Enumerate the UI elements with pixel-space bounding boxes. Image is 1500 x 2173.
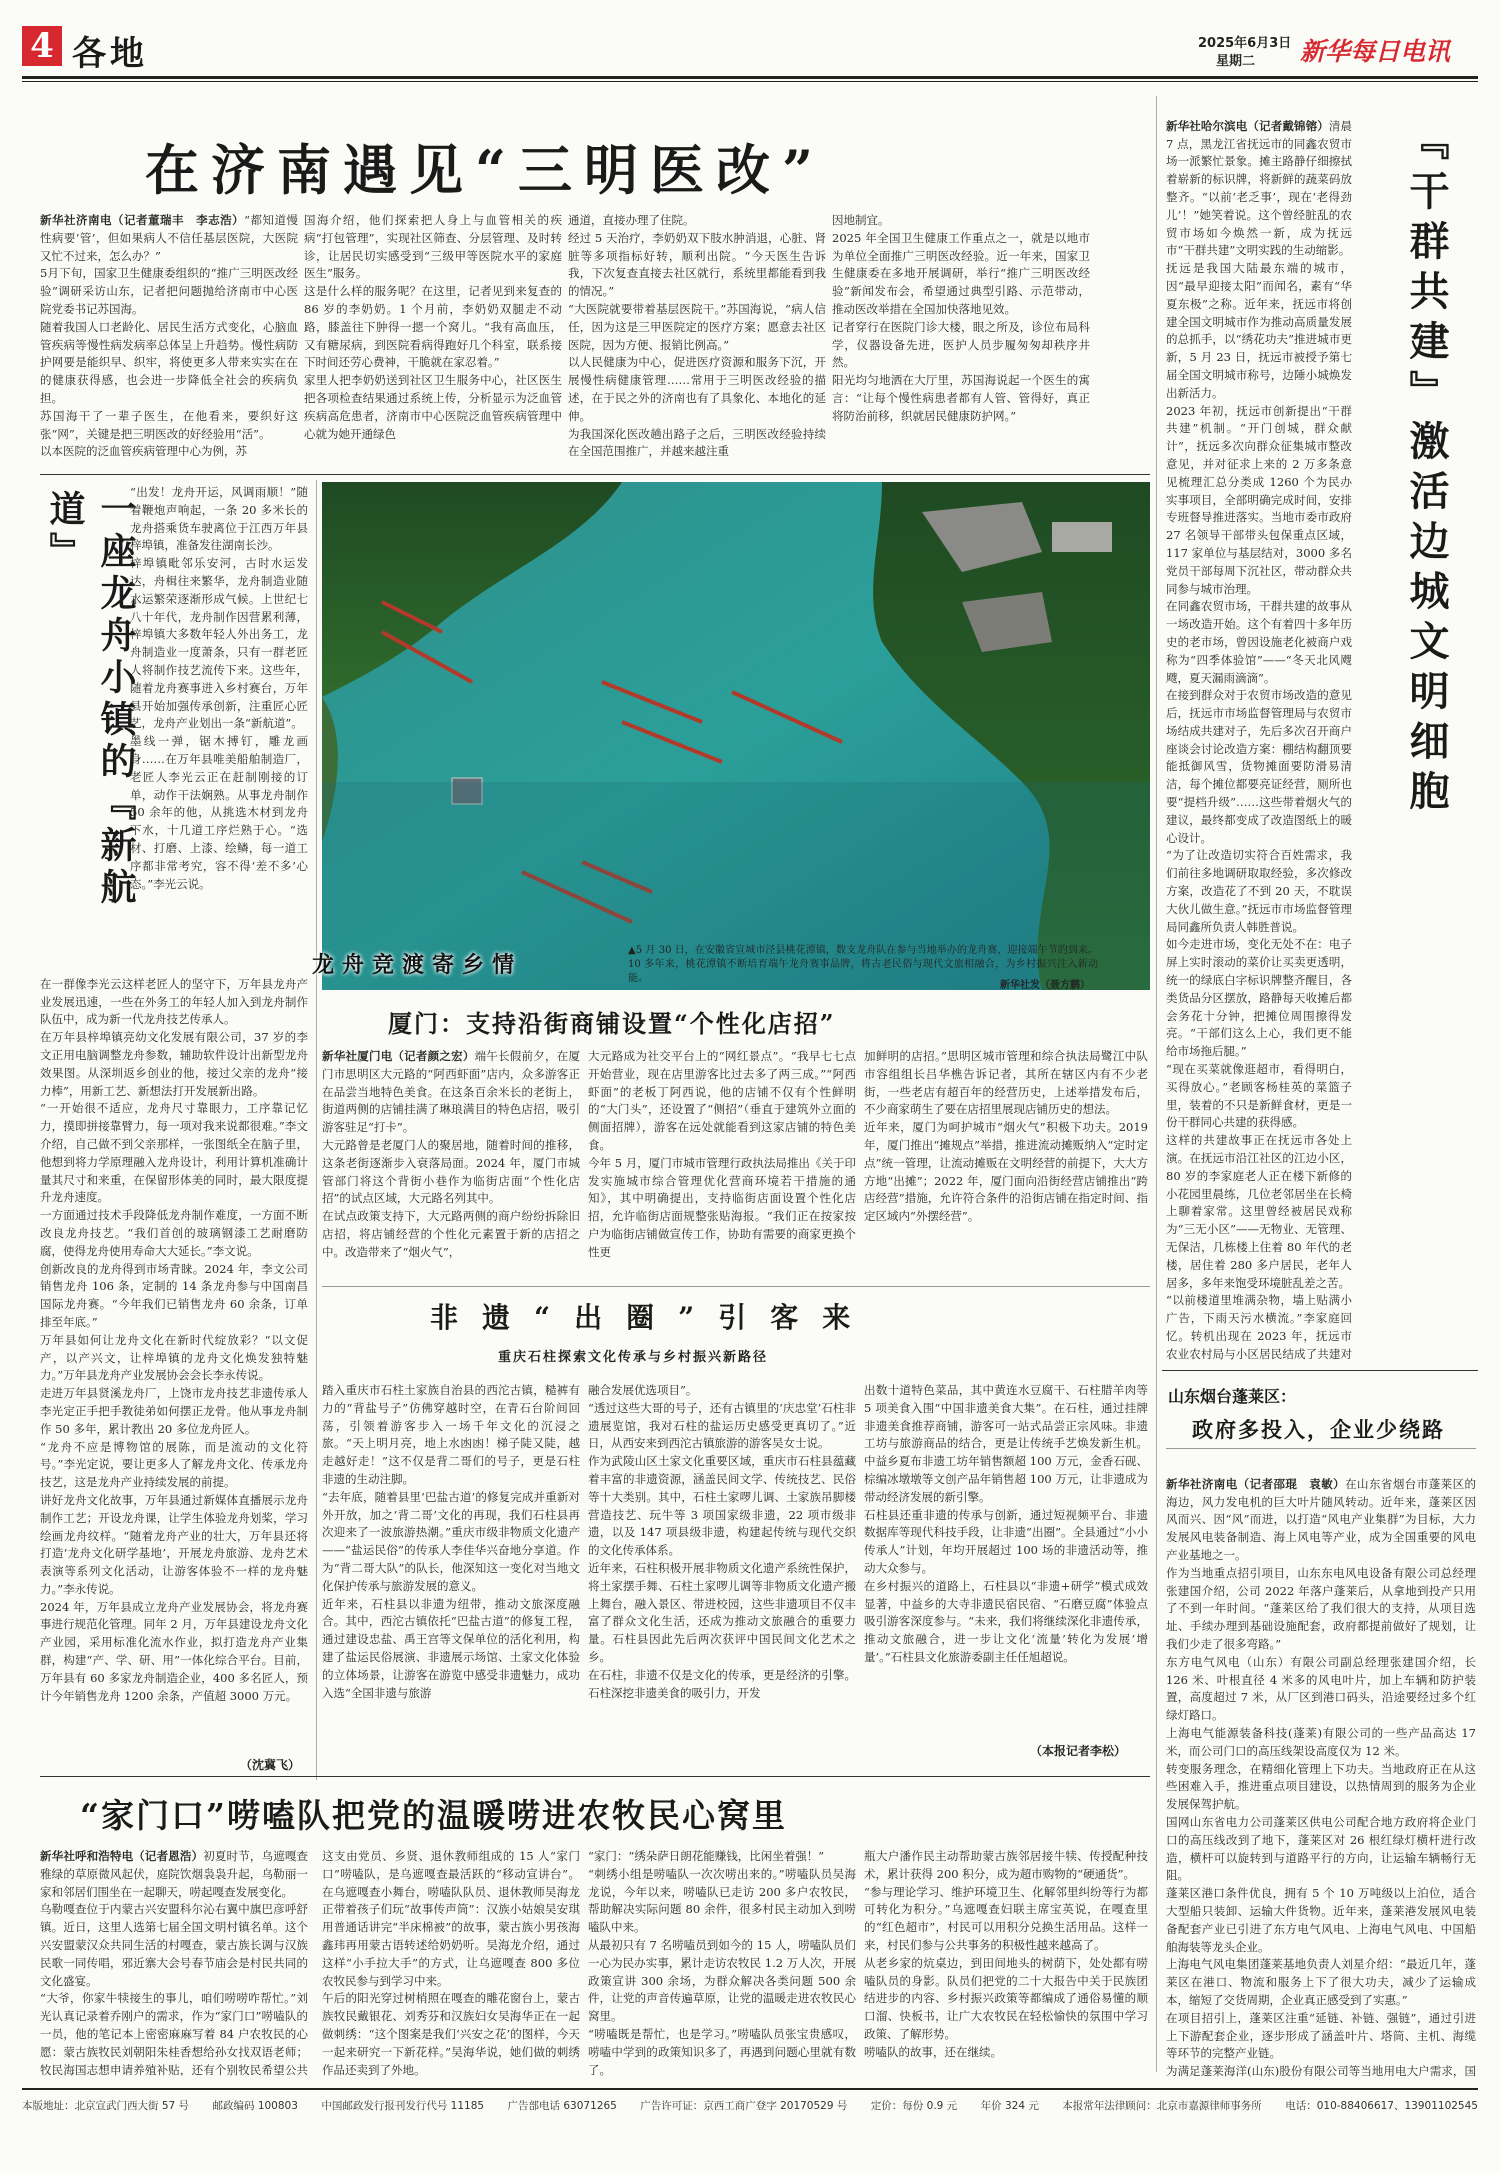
jinan-col-1 (40, 212, 298, 467)
weekday: 星期二 (1216, 54, 1256, 69)
jinan-headline: 在济南遇见“三明医改” (145, 138, 826, 202)
xiamen-col-1 (322, 1048, 580, 1278)
footer-legal-counsel: 本报常年法律顾问：北京市嘉源律师事务所 (1062, 2100, 1262, 2112)
shizhu-col-3: 出数十道特色菜品，其中黄连水豆腐干、石柱腊羊肉等 5 项美食入围“中国非遗美食大集”。在石柱，通过挂牌非遗美食推荐商铺，游客可一站式品尝正宗风味。非遗工坊与旅游商品的结合，更是让传统手艺焕发新生机。中益乡夏布非遗工坊年销售额超 100 万元，金香石砚、棕编冰墩墩等文创产品年销售超 100 万元，让非遗成为带动经济发展的新引擎。 石柱县还重非遗的传承与创新，通过短视频平台、非遗数据库等现代科技手段，让非遗“出圈”。全县通过“小小传承人”计划，年均开展超过 100 场的非遗活动等，推动大众参与。 在乡村振兴的道路上，石柱县以“非遗+研学”模式成效显著，中益乡的大寺非遗民宿民宿、“石磨豆腐”体验点吸引游客深度参与。“未来，我们将继续深化非遗传承，推动文旅融合，进一步让文化‘流量’转化为发展‘增量’。”石柱县文化旅游委副主任任旭超说。 (864, 1383, 1148, 1664)
right-column-divider (1156, 96, 1157, 2072)
ganqun-byline: 新华社哈尔滨电（记者戴锦镕） (1166, 118, 1329, 133)
jinan-col-2: 国海介绍，他们探索把人身上与血管相关的疾病“打包管理”，实现社区筛查、分层管理、及时转诊，让居民切实感受到“三级甲等医院水平的家庭医生”服务。 这是什么样的服务呢？在这里，记者见到来复查的 86 岁的李奶奶。1 个月前，李奶奶双腿走不动路，膝盖往下肿得一摁一个窝儿。“我有高血压，又有糖尿病，到医院看病得跑好几个科室，联系接下时间还劳心费神，干脆就在家忍着。” 家里人把李奶奶送到社区卫生服务中心，社区医生把各项检查结果通过系统上传，分析显示为泛血管疾病高危患者，济南市中心医院泛血管疾病管理中心就为她开通绿色 (304, 213, 562, 441)
shizhu-bottom-rule (40, 1776, 1150, 1777)
jinan-col-3: 通道，直接办理了住院。 经过 5 天治疗，李奶奶双下肢水肿消退，心脏、肾脏等多项指标好转，顺利出院。“今天医生告诉我，下次复查直接去社区就行，系统里都能看到我的情况。” “大医院就要带着基层医院干。”苏国海说，“病人信任，因为这是三甲医院定的医疗方案；愿意去社区医院，因为方便、报销比例高。” 以人民健康为中心，促进医疗资源和服务下沉，开展慢性病健康管理……常用于三明医改经验的描述，在于民之外的济南也有了具象化、本地化的延伸。 为我国深化医改趟出路子之后，三明医改经验持续在全国范围推广，并越来越注重 (568, 213, 826, 459)
brand-logo: 新华每日电讯 (1300, 37, 1451, 66)
jinan-text-1: “都知道慢性病要‘管’，但如果病人不信任基层医院，大医院又忙不过来，怎么办？” 5月下旬，国家卫生健康委组织的“推广三明医改经验”调研采访山东，记者把问题抛给济南市中心医院党委书记苏国海。 随着我国人口老龄化、居民生活方式变化，心脑血管疾病等慢性病发病率总体呈上升趋势。慢性病防护网要是能织早、织牢，将使更多人带来实实在在的健康获得感，也会进一步降低全社会的疾病负担。 苏国海干了一辈子医生，在他看来，要织好这张“网”，关键是把三明医改的好经验用“活”。 以本医院的泛血管疾病管理中心为例，苏 (40, 213, 298, 459)
xiamen-byline: 新华社厦门电（记者颜之宏） (322, 1049, 475, 1063)
xiamen-text-1: 端午长假前夕，在厦门市思明区大元路的“阿西虾面”店内，众多游客正在品尝当地特色美食。在这条百余米长的老街上，街道两侧的店铺挂满了琳琅满目的特色店招，吸引游客驻足“打卡”。 大元路曾是老厦门人的聚居地，随着时间的推移，这条老街逐渐步入衰落局面。2024 年，厦门市城管部门将这个背街小巷作为临街店面“个性化店招”的试点区域，大元路名列其中。 在试点政策支持下，大元路两侧的商户纷纷拆除旧店招，将店铺经营的个性化元素置于新的店招之中。改造带来了“烟火气”， (322, 1049, 580, 1259)
penglai-text (1166, 1458, 1476, 2082)
masthead-rule-thin (22, 81, 1478, 82)
section-title: 各地 (72, 34, 148, 74)
shizhu-subheadline: 重庆石柱探索文化传承与乡村振兴新路径 (498, 1350, 769, 1365)
jiamenkou-col-1 (40, 1848, 308, 2076)
date: 2025年6月3日 (1198, 36, 1292, 51)
penglai-body: 在山东省烟台市蓬莱区的海边，风力发电机的巨大叶片随风转动。近年来，蓬莱区因风而兴、因“风”而进，以打造“风电产业集群”为目标，大力发展风电装备制造、海上风电等产业，成为全国重要的风电产业基地之一。 作为当地重点招引项目，山东东电风电设备有限公司总经理张建国介绍，公司 2022 年落户蓬莱后，从拿地到投产只用了不到一年时间。“蓬莱区给了我们很大的支持，从项目选址、手续办理到基础设施配套，政府都提前做好了规划，让我们少走了很多弯路。” 东方电气风电（山东）有限公司副总经理张建国介绍，长 126 米、叶根直径 4 米多的风电叶片，加上车辆和防护装置，高度超过 7 米，从厂区到港口码头，沿途要经过多个红绿灯路口。 上海电气能源装备科技(蓬莱)有限公司的一些产品高达 17 米，而公司门口的高压线架设高度仅为 12 米。 转变服务理念，在精细化管理上下功夫。当地政府正在从这些困难入手，推进重点项目建设，以热情周到的服务为企业发展保驾护航。 国网山东省电力公司蓬莱区供电公司配合地方政府将企业门口的高压线改到了地下，蓬莱区对 26 根红绿灯横杆进行改造，横杆可以旋转到与道路平行的方向，让运输车辆畅行无阻。 蓬莱区港口条件优良，拥有 5 个 10 万吨级以上泊位，适合大型船只装卸、运输大件货物。近年来，蓬莱港发展风电装备配套产业已引进了东方电气风电、上海电气风电、中国船舶海装等龙头企业。 上海电气风电集团蓬莱基地负责人刘星介绍：“最近几年，蓬莱区在港口、物流和服务上下了很大功夫，减少了运输成本，缩短了交货周期，企业真正感受到了实惠。” 在项目招引上，蓬莱区注重“延链、补链、强链”，通过引进上下游配套企业，逐步形成了涵盖叶片、塔筒、主机、海缆等环节的完整产业链。 为满足蓬莱海洋(山东)股份有限公司等当地用电大户需求，国 (1166, 1476, 1476, 2079)
shizhu-signature: （本报记者李松） (1030, 1744, 1127, 1758)
ganqun-headline: 『干群共建』激活边城文明细胞 (1403, 120, 1450, 820)
penglai-kicker: 山东烟台蓬莱区： (1168, 1387, 1297, 1406)
ganqun-text (1166, 100, 1352, 1362)
jinan-byline: 新华社济南电（记者董瑞丰 李志浩） (40, 213, 245, 227)
footer-rule (22, 2088, 1478, 2090)
penglai-head-rule (1166, 1448, 1476, 1449)
longzhou-headline: 一座龙舟小镇的『新航道』 (44, 490, 137, 910)
footer-annual-price: 年价 324 元 (980, 2100, 1039, 2112)
jinan-col-4: 因地制宜。 2025 年全国卫生健康工作重点之一，就是以地市为单位全面推广三明医改经验。近一年来，国家卫生健康委在多地开展调研，举行“推广三明医改经验”新闻发布会，希望通过典型引路、示范带动，推动医改举措在全国加快落地见效。 记者穿行在医院门诊大楼，眼之所及，诊位布局科学，仪器设备先进，医护人员步履匆匆却秩序井然。 阳光均匀地洒在大厅里，苏国海说起一个医生的寓言：“让每个慢性病患者都有人管、管得好，真正将防治前移，织就居民健康防护网。” (832, 213, 1090, 423)
jiamenkou-headline: “家门口”唠嗑队把党的温暖唠进农牧民心窝里 (80, 1796, 787, 1835)
jiamenkou-col-4: 瓶大户潘作民主动帮助蒙古族邻居接牛犊、传授配种技术，累计获得 200 积分，成为超市购物的“硬通货”。 “参与理论学习、维护环境卫生、化解邻里纠纷等行为都可转化为积分。”乌遮嘎查妇联主席宝英说，在嘎查里的“红色超市”，村民可以用积分兑换生活用品。这样一来，村民们参与公共事务的积极性越来越高了。 从老乡家的炕桌边，到田间地头的树荫下，处处都有唠嗑队员的身影。队员们把党的二十大报告中关于民族团结进步的内容、乡村振兴政策等都编成了通俗易懂的顺口溜、快板书，让广大农牧民在轻松愉快的氛围中学习政策、了解形势。 唠嗑队的故事，还在继续。 (864, 1849, 1148, 2059)
photo-title: 龙舟竞渡寄乡情 (312, 952, 523, 978)
shizhu-col-1: 踏入重庆市石柱土家族自治县的西沱古镇，糙裤有力的“背盐号子”仿佛穿越时空，在青石台阶间回荡，引领着游客步入一场千年文化的沉浸之旅。“天上明月亮，地上水凼凼！梯子陡又陡，越走越好走！”这不仅是背二哥们的号子，更是石柱非遗的生动注脚。 “去年底，随着县里‘巴盐古道’的修复完成并重新对外开放，加之‘背二哥’文化的再现，我们石柱县再次迎来了一波旅游热潮。”重庆市级非物质文化遗产——“盐运民俗”的传承人李佳华兴奋地分享道。作为“背二哥大队”的队长，他深知这一变化对当地文化保护传承与旅游发展的意义。 近年来，石柱县以非遗为纽带，推动文旅深度融合。其中，西沱古镇依托“巴盐古道”的修复工程，通过建设忠盐、禹王宫等文保单位的活化利用，构建了盐运民俗展演、非遗展示场馆、土家文化体验的立体场景，让游客在游览中感受非遗魅力，成功入选“全国非遗与旅游 (322, 1383, 580, 1700)
left-column-divider (316, 480, 317, 1780)
longzhou-top-text: “出发！龙舟开运，风调雨顺！”随着鞭炮声响起，一条 20 多米长的龙舟搭乘货车驶离位于江西万年县梓埠镇，准备发往湖南长沙。 梓埠镇毗邻乐安河，古时水运发达，舟楫往来繁华，龙舟制造业随水运繁荣逐渐形成气候。上世纪七八十年代，龙舟制作因营累利薄，梓埠镇大多数年轻人外出务工，龙舟制造业一度萧条，只有一群老匠人将制作技艺流传下来。这些年，随着龙舟赛事进入乡村赛台，万年县开始加强传承创新，注重匠心匠艺，龙舟产业划出一条“新航道”。 墨线一弹，锯木搏钉，雕龙画身……在万年县唯美船舶制造厂，老匠人李光云正在赶制刚接的订单，动作干法娴熟。从事龙舟制作 50 余年的他，从挑选木材到龙舟下水，十几道工序烂熟于心。“选材、打磨、上漆、绘鳞，每一道工序都非常考究，容不得‘差不多’心态。”李光云说。 (130, 485, 308, 891)
xiamen-col-3: 加鲜明的店招。”思明区城市管理和综合执法局鹭江中队市容组组长吕华樵告诉记者，其所在辖区内有不少老街，一些老店有超百年的经营历史，上述举措发布后，不少商家萌生了要在店招里展现店铺历史的想法。 近年来，厦门为呵护城市“烟火气”积极下功夫。2019 年，厦门推出“摊规点”举措，推进流动摊贩纳入“定时定点”统一管理，让流动摊贩在文明经营的前提下，大大方方地“出摊”；2022 年，厦门面向沿街经营店铺推出“跨店经营”措施，允许符合条件的沿街店铺在指定时间、指定区域内“外摆经营”。 (864, 1049, 1148, 1224)
jiamenkou-col-3: “家门：“绣朵萨日朗花能赚钱，比闲坐着强！” “刺绣小组是唠嗑队一次次唠出来的。”唠嗑队员吴海龙说，今年以来，唠嗑队已走访 200 多户农牧民，帮助解决实际问题 80 余件，很多村民主动加入到唠嗑队中来。 从最初只有 7 名唠嗑员到如今的 15 人，唠嗑队员们一心为民办实事，累计走访农牧民 1.2 万人次，开展政策宣讲 300 余场，为群众解决各类问题 500 余件，让党的声音传遍草原，让党的温暖走进农牧民心窝里。 “唠嗑既是帮忙，也是学习。”唠嗑队员张宝贵感叹，唠嗑中学到的政策知识多了，再遇到问题心里就有数了。 (588, 1849, 856, 2076)
footer-address: 本版地址：北京宣武门西大街 57 号 (22, 2100, 190, 2112)
jiamenkou-text-1: 初夏时节，乌遮嘎查雅绿的草原微风起伏，庭院饮烟袅袅升起，乌勒丽一家和邻居们围坐在一起聊天，唠起嘎查发展变化。 乌勒嘎查位于内蒙古兴安盟科尔沁右翼中旗巴彦呼舒镇。近日，这里人选第七届全国文明村镇名单。这个兴安盟蒙汉众共同生活的村嘎查，蒙古族长调与汉族民歌一同传唱，邪近寨大会号春节庙会是村民共同的文化盛宴。 “大爷，你家牛犊接生的事儿，咱们唠唠咋帮忙。”刘光认真记录着乔刚户的需求，作为“家门口”唠嗑队的一员，他的笔记本上密密麻麻写着 84 户农牧民的心愿：蒙古族牧民刘朝阳朱桂香想给孙女找双语老师；牧民海国志想申请养殖补贴，还有个别牧民希望公共 (40, 1849, 308, 2076)
footer-bar (22, 2098, 1478, 2113)
shizhu-col-2: 融合发展优选项目”。 “透过这些大哥的号子，还有古镇里的‘庆忠堂’石柱非遗展览馆，我对石柱的盐运历史感受更真切了。”近日，从西安来到西沱古镇旅游的游客吴女士说。 作为武陵山区土家文化重要区域，重庆市石柱县蕴藏着丰富的非遗资源，涵盖民间文学、传统技艺、民俗等十大类别。其中，石柱土家啰儿调、土家族吊脚楼营造技艺、玩牛等 3 项国家级非遗，22 项市级非遗，以及 147 项县级非遗，构建起传统与现代交织的文化传承体系。 近年来，石柱积极开展非物质文化遗产系统性保护，将土家摆手舞、石柱土家啰儿调等非物质文化遗产搬上舞台，融入景区、带进校园，这些非遗项目不仅丰富了群众文化生活，还成为推动文旅融合的重要力量。石柱县因此先后两次获评中国民间文化艺术之乡。 在石柱，非遗不仅是文化的传承，更是经济的引擎。石柱深挖非遗美食的吸引力，开发 (588, 1383, 856, 1700)
river-scene-image (322, 482, 1150, 990)
ganqun-body: 清晨 7 点，黑龙江省抚远市的同鑫农贸市场一派繁忙景象。摊主路静仔细擦拭着崭新的标识牌，将新鲜的蔬菜码放整齐。“以前‘老乏事’，现在‘老得劲儿’！”她笑着说。这个曾经脏乱的农贸市场如今焕然一新，成为抚远市“干群共建”文明实践的生动缩影。 抚远是我国大陆最东端的城市，因“最早迎接太阳”而闻名，素有“华夏东极”之称。近年来，抚远市将创建全国文明城市作为推动高质量发展的总抓手，以“绣花功夫”推进城市更新，5 月 23 日，抚远市被授予第七届全国文明城市称号，边陲小城焕发出新活力。 2023 年初，抚远市创新提出“干群共建”机制。“开门创城，群众献计”，抚远多次向群众征集城市整改意见，并对征求上来的 2 万多条意见梳理汇总分类成 1260 个为民办实事项目，全部明确完成时间，安排专班督导推进落实。当地市委市政府 27 名领导干部带头包保重点区域，117 家单位与基层结对，3000 多名党员干部每周下沉社区，带动群众共同参与城市治理。 在同鑫农贸市场，干群共建的故事从一场改造开始。这个有着四十多年历史的老市场，曾因设施老化被商户戏称为“四季体验馆”——“冬天北风飕飕，夏天漏雨滴滴”。 在接到群众对于农贸市场改造的意见后，抚远市市场监督管理局与农贸市场结成共建对子，先后多次召开商户座谈会讨论改造方案：棚结构翻顶要能抵御风雪，货物摊面要防滑易清洁，每个摊位都要亮证经营，厕所也要“提档升级”……这些带着烟火气的建议，最终都变成了改造图纸上的暖心设计。 “为了让改造切实符合百姓需求，我们前往多地调研取取经验，多次修改方案，改造花了不到 20 天，不耽误大伙儿做生意。”抚远市市场监督管理局同鑫所负责人韩胜普说。 如今走进市场，变化无处不在：电子屏上实时滚动的菜价让买卖更透明，统一的绿底白字标识牌整齐醒目，各类货品分区摆放，路静每天收摊后都会务花十分钟，把摊位周围擦得发亮。“干部们这么上心，我们更不能给市场拖后腿。” “现在买菜就像逛超市，看得明白，买得放心。”老顾客杨桂英的菜篮子里，装着的不只是新鲜食材，更是一份干群同心共建的获得感。 这样的共建故事正在抚远市各处上演。在抚远市沿江社区的江边小区，80 岁的李家庭老人正在楼下新修的小花园里晨练，几位老邻居坐在长椅上聊着家常。这里曾经被居民戏称为“三无小区”——无物业、无管理、无保洁，几栋楼上住着 80 年代的老楼，居住着 280 多户居民，老年人居多，多年来饱受环境脏乱差之苦。 “以前楼道里堆满杂物，墙上贴满小广告，下雨天污水横流。”李家庭回忆。转机出现在 2023 年，抚远市农业农村局与小区居民结成了共建对 (1166, 118, 1352, 1361)
page-number: 4 (30, 26, 54, 66)
longzhou-bottom-text (40, 958, 308, 1754)
dragon-boat-photo (322, 482, 1150, 990)
footer-ad-phone: 广告部电话 63071265 (507, 2100, 617, 2112)
penglai-byline: 新华社济南电（记者邵琨 袁敏） (1166, 1476, 1346, 1491)
page-number-box (22, 26, 62, 66)
penglai-headline: 政府多投入，企业少绕路 (1192, 1417, 1445, 1442)
footer-ad-license: 广告许可证：京西工商广登字 20170529 号 (640, 2100, 848, 2112)
jinan-bottom-rule (40, 474, 1150, 475)
footer-postcode: 邮政编码 100803 (212, 2100, 298, 2112)
shizhu-headline: 非遗“出圈”引客来 (430, 1301, 875, 1334)
jiamenkou-byline: 新华社呼和浩特电（记者恩浩） (40, 1849, 204, 1863)
jiamenkou-col-2: 这支由党员、乡贤、退休教师组成的 15 人“家门口”唠嗑队，是乌遮嘎查最活跃的“移动宣讲台”。在乌遮嘎查小舞台，唠嗑队队员、退休教师吴海龙正带着孩子们玩“故事传声筒”：汉族小姑娘吴安琪用普通话讲完“半床棉被”的故事，蒙古族小男孩海鑫玮再用蒙古语转述给奶奶听。吴海龙介绍，通过这样“小手拉大手”的方式，让乌遮嘎查 800 多位农牧民参与到学习中来。 午后的阳光穿过树梢照在嘎查的雕花窗台上，蒙古族牧民戴银花、刘秀芬和汉族妇女吴海华正在一起做刺绣：“这个图案是我们‘兴安之花’的图样，今天一起来研究一下新花样。”吴海华说，她们做的刺绣作品还卖到了外地。 (322, 1849, 580, 2076)
masthead-rule (22, 76, 1478, 79)
ganqun-bottom-rule (1162, 1370, 1478, 1371)
footer-phone: 电话：010-88406617、13901102545 (1285, 2100, 1478, 2112)
footer-price: 定价：每份 0.9 元 (870, 2100, 958, 2112)
longzhou-body: 在一群像李光云这样老匠人的坚守下，万年县龙舟产业发展迅速，一些在外务工的年轻人加入到龙舟制作队伍中，成为新一代龙舟技艺传承人。 在万年县梓埠镇亮幼文化发展有限公司，37 岁的李文正用电脑调整龙舟参数，辅助软件设计出新型龙舟效果图。从深圳返乡创业的他，接过父亲的龙舟“接力棒”，用新工艺、新想法打开发展新出路。 “一开始很不适应，龙舟尺寸靠眼力，工序靠记忆力，摸即拼接靠臂力，每一项对我来说都很难。”李文介绍，自己做不到父亲那样，一张图纸全在脑子里，他想到将力学原理融入龙舟设计，利用计算机准确计量其尺寸和来重，在保留形体美的同时，最大限度提升龙舟速度。 一方面通过技术手段降低龙舟制作难度，一方面不断改良龙舟技艺。“我们首创的玻璃钢漆工艺耐磨防腐，使得龙舟使用寿命大大延长。”李文说。 创新改良的龙舟得到市场青睐。2024 年，李文公司销售龙舟 106 条，定制的 14 条龙舟参与中国南昌国际龙舟赛。“今年我们已销售龙舟 60 余条，订单排至年底。” 万年县如何让龙舟文化在新时代绽放彩？“以文促产，以产兴文，让梓埠镇的龙舟文化焕发独特魅力。”万年县龙舟产业发展协会会长李永传说。 走进万年县贤溪龙舟厂，上饶市龙舟技艺非遗传承人李光定正手把手教徒弟如何摆正龙骨。他从事龙舟制作 50 多年，累计教出 20 多位龙舟匠人。 “龙舟不应是博物馆的展陈，而是流动的文化符号。”李光定说，要让更多人了解龙舟文化、传承龙舟技艺，这是龙舟产业持续发展的前提。 讲好龙舟文化故事，万年县通过新媒体直播展示龙舟制作工艺；开设龙舟课，让学生体验龙舟划桨，学习绘画龙舟纹样。“随着龙舟产业的壮大，万年县还将打造‘龙舟文化研学基地’，开展龙舟旅游、龙舟艺术表演等系列文化活动，让游客体验不一样的龙舟魅力。”李永传说。 2024 年，万年县成立龙舟产业发展协会，将龙舟赛事进行规范化管理。同年 2 月，万年县建设龙舟文化产业园，采用标准化流水作业，拟打造龙舟产业集群，构建“产、学、研、用”一体化综合平台。目前，万年县有 60 多家龙舟制造企业，400 多名匠人，预计今年销售龙舟 1200 余条，产值超 3000 万元。 (40, 976, 308, 1703)
photo-credit: 新华社发（聂方鹏） (1000, 980, 1090, 991)
xiamen-bottom-rule (322, 1286, 1150, 1287)
xiamen-col-2: 大元路成为社交平台上的“网红景点”。“我早七七点开始营业，现在店里游客比过去多了两三成。”“阿西虾面”的老板丁阿西说，他的店铺不仅有个性鲜明的“大门头”，还设置了“侧招”（垂直于建筑外立面的侧面招牌），游客在远处就能看到这家店铺的特色美食。 今年 5 月，厦门市城市管理行政执法局推出《关于印发实施城市综合管理优化营商环境若干措施的通知》，其中明确提出，支持临街店面设置个性化店招，允许临街店面规整张贴海报。“我们正在按家按户为临街店铺做宣传工作，协助有需要的商家更换个性更 (588, 1049, 856, 1259)
footer-distribution-code: 中国邮政发行报刊发行代号 11185 (321, 2100, 485, 2112)
xiamen-headline: 厦门：支持沿街商铺设置“个性化店招” (388, 1009, 836, 1038)
photo-caption: ▲5 月 30 日，在安徽省宣城市泾县桃花潭镇，数支龙舟队在参与当地举办的龙舟赛，迎接端午节的到来。10 多年来，桃花潭镇不断培育端午龙舟赛事品牌，将古老民俗与现代文旅相融合，为乡村振兴注入新动能。 (628, 945, 1098, 984)
longzhou-signature: （沈冀飞） (240, 1758, 301, 1772)
